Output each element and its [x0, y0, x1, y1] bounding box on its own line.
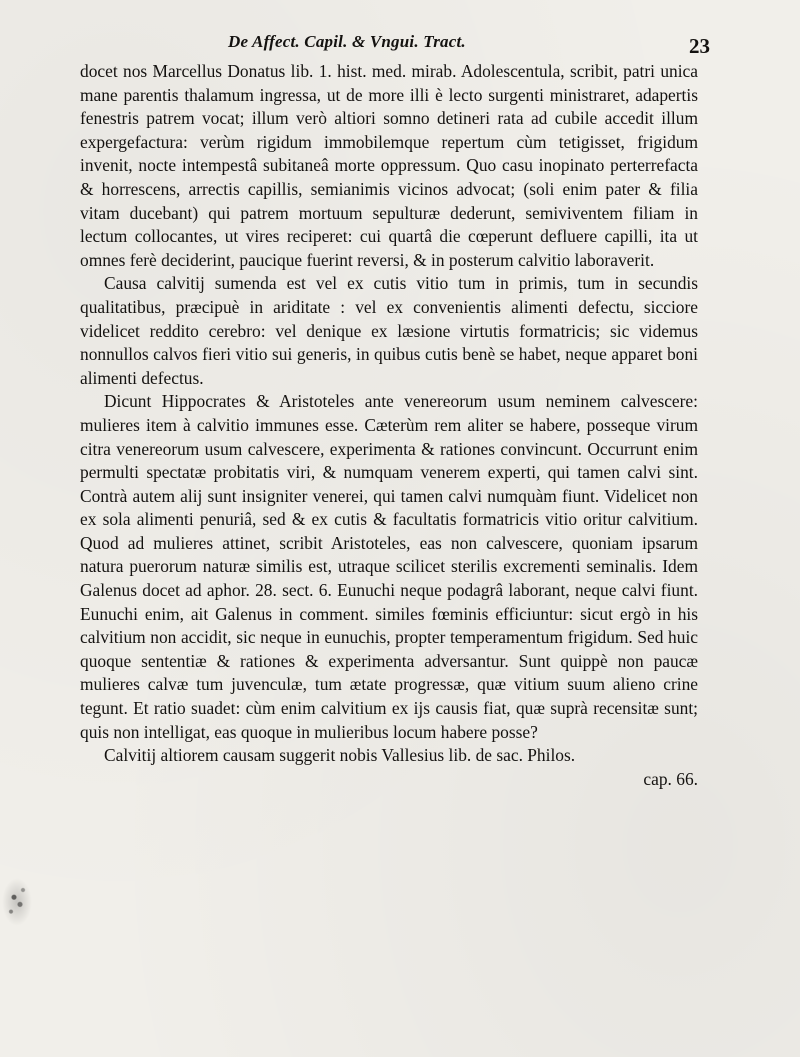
paragraph-1: docet nos Marcellus Donatus lib. 1. hist. med. mirab. Adolescentula, scribit, patri unica mane parentis thalamum ingressa, ut de more illi è lecto surgenti ministraret, adapertis fenestris patrem vocat; illum verò altiori somno detineri rata ad cubile accedit illum expergefactura: verùm rigidum immobilemque repertum cùm tetigisset, frigidum invenit, nocte intempestâ subitaneâ morte oppressum. Quo casu inopinato perterrefacta & horrescens, arrectis capillis, semianimis vicinos advocat; (soli enim pater & filia vitam ducebant) qui patrem mortuum sepulturæ dederunt, semiviventem filiam in lectum collocantes, ut vires reciperet: cui quartâ die cœperunt defluere capilli, ita ut omnes ferè deciderint, paucique fuerint reversi, & in posterum calvitio laboraverit. — [80, 61, 698, 270]
page-header — [80, 32, 710, 56]
ink-smudge — [2, 878, 32, 926]
paragraph-2: Causa calvitij sumenda est vel ex cutis vitio tum in primis, tum in secundis qualitatibus, præcipuè in ariditate : vel ex convenientis alimenti defectu, sicciore videlicet reddito cerebro: vel denique ex læsione virtutis formatricis; sic videmus nonnullos calvos fieri vitio sui generis, in quibus cutis benè se habet, neque apparet boni alimenti defectus. — [80, 273, 698, 388]
page-number: 23 — [689, 34, 710, 58]
body-text — [80, 60, 698, 791]
paragraph-3: Dicunt Hippocrates & Aristoteles ante venereorum usum neminem calvescere: mulieres item à calvitio immunes esse. Cæterùm rem aliter se habere, posseque virum citra venereorum usum calvescere, experimenta & rationes convincunt. Occurrunt enim permulti spectatæ probitatis viri, & numquam venerem experti, qui tamen calvi sint. Contrà autem alij sunt insigniter venerei, qui tamen calvi numquàm fiunt. Videlicet non ex sola alimenti penuriâ, sed & ex cutis & facultatis formatricis vitio oritur calvitium. Quod ad mulieres attinet, scribit Aristoteles, eas non calvescere, quoniam ipsarum natura puerorum naturæ similis est, utraque scilicet sterilis excrementi seminalis. Idem Galenus docet ad aphor. 28. sect. 6. Eunuchi neque podagrâ laborant, neque calvi fiunt. Eunuchi enim, ait Galenus in comment. similes fœminis efficiuntur: sicut ergò in his calvitium non accidit, sic neque in eunuchis, propter temperamentum frigidum. Sed huic quoque sententiæ & rationes & experimenta adversantur. Sunt quippè non paucæ mulieres calvæ tum juvenculæ, tum ætate progressæ, quæ vitium suum alieno crine tegunt. Et ratio suadet: cùm enim calvitium ex ijs causis fiat, quæ suprà recensitæ sunt; quis non intelligat, eas quoque in mulieribus locum habere posse? — [80, 391, 698, 742]
closing-reference: cap. 66. — [643, 768, 698, 789]
paragraph-4: Calvitij altiorem causam suggerit nobis Vallesius lib. de sac. Philos. — [104, 745, 576, 766]
running-head: De Affect. Capil. & Vngui. Tract. — [228, 32, 466, 51]
